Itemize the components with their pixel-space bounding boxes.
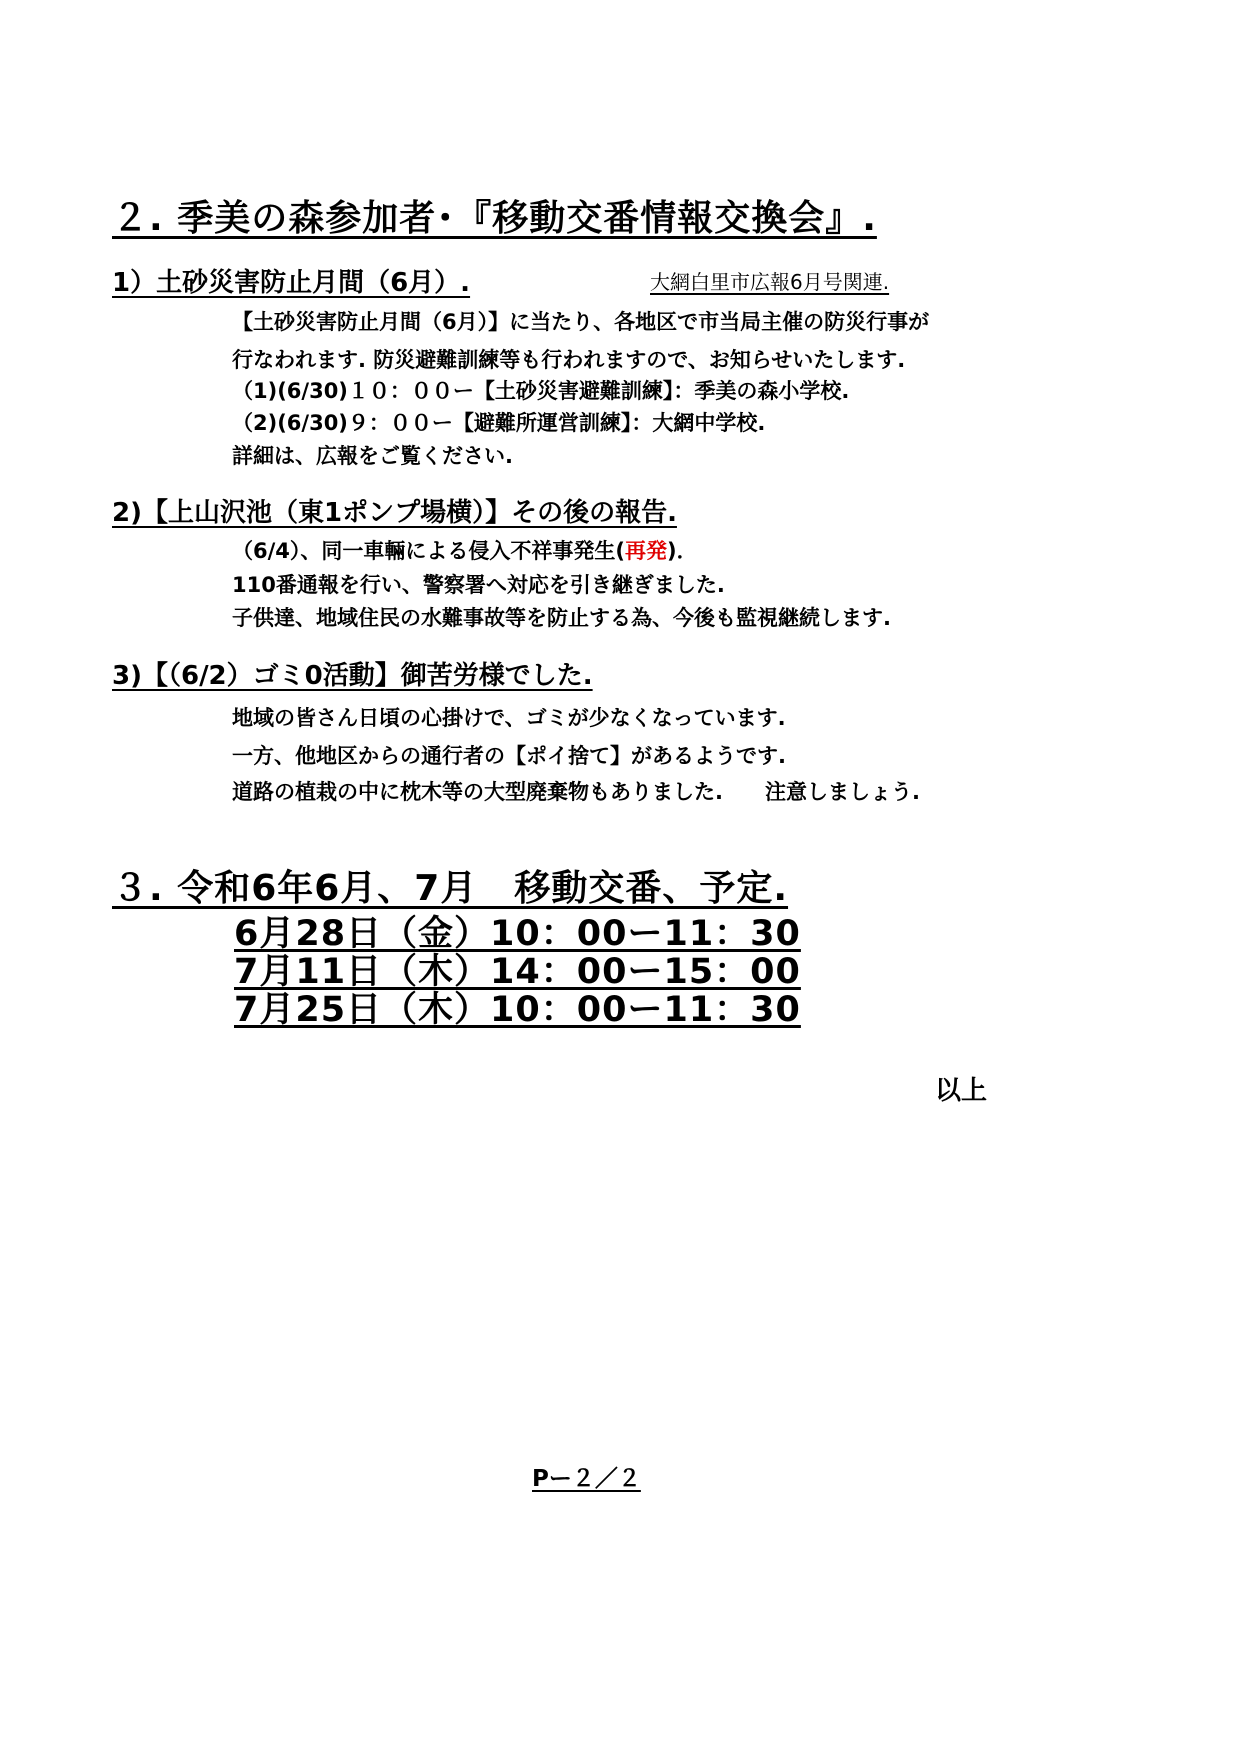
item3-line-2: 一方、他地区からの通行者の【ポイ捨て】があるようです.	[232, 744, 786, 768]
item1-line-2: 行なわれます. 防災避難訓練等も行われますので、お知らせいたします.	[232, 348, 906, 372]
item1-line-5: 詳細は、広報をご覧ください.	[232, 444, 513, 468]
item2-line-1	[232, 535, 698, 565]
closing-text: 以上	[935, 1076, 988, 1106]
item2-line-1-end: )．	[667, 539, 698, 563]
item2-title: 2)【上山沢池（東1ポンプ場横）】その後の報告.	[112, 498, 677, 528]
item2-line-3: 子供達、地域住民の水難事故等を防止する為、今後も監視継続します.	[232, 606, 891, 630]
item1-reference: 大網白里市広報6月号関連.	[650, 270, 890, 294]
recurrence-highlight: 再発	[625, 539, 667, 563]
item2-line-2: 110番通報を行い、警察署へ対応を引き継ぎました.	[232, 573, 725, 597]
schedule-item-3: 7月25日（木）10：00ー11：30	[234, 990, 801, 1030]
section2-heading: ２. 季美の森参加者･『移動交番情報交換会』.	[112, 198, 877, 239]
schedule-item-1: 6月28日（金）10：00ー11：30	[234, 914, 801, 954]
item3-line-1: 地域の皆さん日頃の心掛けで、ゴミが少なくなっています.	[232, 706, 786, 730]
item1-line-1: 【土砂災害防止月間（6月）】に当たり、各地区で市当局主催の防災行事が	[232, 310, 930, 334]
item1-line-3: （1)(6/30)１０：００ー【土砂災害避難訓練】：季美の森小学校.	[232, 379, 850, 403]
item3-title: 3)【（6/2）ゴミ0活動】御苦労様でした.	[112, 661, 593, 691]
item1-line-4: （2)(6/30)９：００ー【避難所運営訓練】：大網中学校.	[232, 411, 766, 435]
schedule-item-2: 7月11日（木）14：00ー15：00	[234, 952, 801, 992]
item2-line-1-text: （6/4）、同一車輛による侵入不祥事発生(	[232, 539, 625, 563]
item3-line-3: 道路の植栽の中に枕木等の大型廃棄物もありました. 注意しましょう.	[232, 780, 920, 804]
item1-title: 1）土砂災害防止月間（6月）.	[112, 268, 471, 298]
page-number: Pー２／２	[532, 1466, 641, 1492]
section3-heading: ３. 令和6年6月、7月 移動交番、予定.	[112, 868, 789, 909]
